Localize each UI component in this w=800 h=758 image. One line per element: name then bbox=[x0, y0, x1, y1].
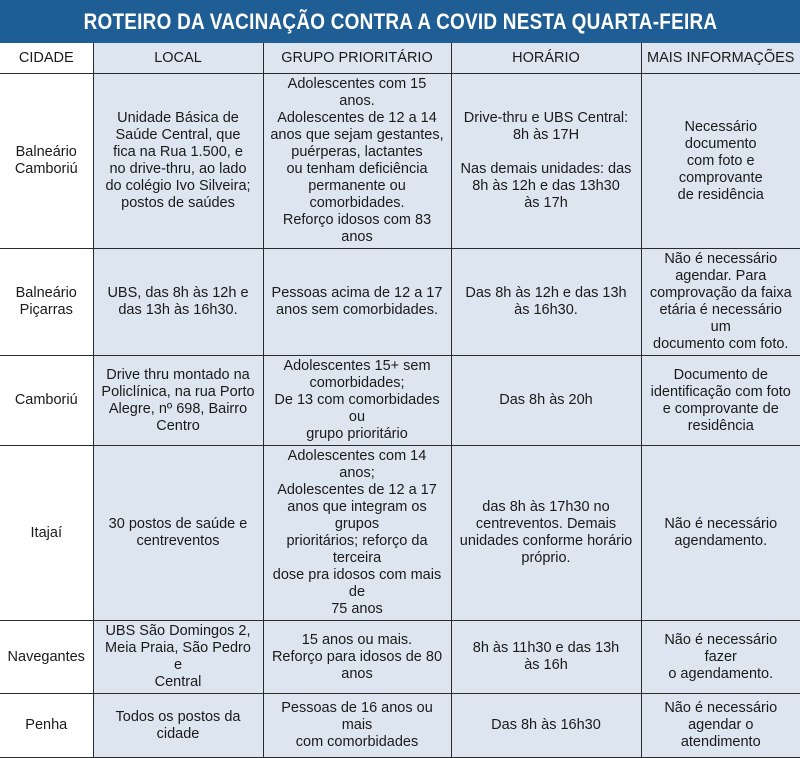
cell-horario: Das 8h às 16h30 bbox=[451, 694, 641, 758]
cell-cidade: Balneário Camboriú bbox=[0, 74, 93, 249]
cell-info: Não é necessário agendar o atendimento bbox=[641, 694, 800, 758]
cell-info: Não é necessário fazer o agendamento. bbox=[641, 621, 800, 694]
table-row bbox=[0, 74, 800, 249]
cell-grupo: Pessoas de 16 anos ou mais com comorbidades bbox=[263, 694, 451, 758]
cell-horario: Das 8h às 12h e das 13h às 16h30. bbox=[451, 249, 641, 356]
cell-local: UBS São Domingos 2, Meia Praia, São Pedro e Central bbox=[93, 621, 263, 694]
cell-cidade: Balneário Piçarras bbox=[0, 249, 93, 356]
cell-grupo: Adolescentes com 15 anos. Adolescentes de 12 a 14 anos que sejam gestantes, puérperas, lactantes ou tenham deficiência permanente ou comorbidades. Reforço idosos com 83 anos bbox=[263, 74, 451, 249]
header-grupo-prioritario: GRUPO PRIORITÁRIO bbox=[263, 43, 451, 74]
cell-horario: Drive-thru e UBS Central: 8h às 17H Nas demais unidades: das 8h às 12h e das 13h30 às 17h bbox=[451, 74, 641, 249]
table-row bbox=[0, 621, 800, 694]
header-mais-informacoes: MAIS INFORMAÇÕES bbox=[641, 43, 800, 74]
cell-grupo: Pessoas acima de 12 a 17 anos sem comorbidades. bbox=[263, 249, 451, 356]
vaccination-schedule-table bbox=[0, 43, 800, 758]
cell-local: UBS, das 8h às 12h e das 13h às 16h30. bbox=[93, 249, 263, 356]
title-banner bbox=[0, 0, 800, 43]
cell-info: Não é necessário agendamento. bbox=[641, 446, 800, 621]
cell-cidade: Camboriú bbox=[0, 356, 93, 446]
cell-horario: Das 8h às 20h bbox=[451, 356, 641, 446]
page-title: ROTEIRO DA VACINAÇÃO CONTRA A COVID NESTA QUARTA-FEIRA bbox=[83, 9, 717, 34]
table-row bbox=[0, 356, 800, 446]
table-row bbox=[0, 249, 800, 356]
cell-grupo: Adolescentes com 14 anos; Adolescentes de 12 a 17 anos que integram os grupos prioritários; reforço da terceira dose pra idosos com mais de 75 anos bbox=[263, 446, 451, 621]
cell-horario: 8h às 11h30 e das 13h às 16h bbox=[451, 621, 641, 694]
table-row bbox=[0, 694, 800, 758]
cell-cidade: Itajaí bbox=[0, 446, 93, 621]
cell-cidade: Navegantes bbox=[0, 621, 93, 694]
cell-grupo: 15 anos ou mais. Reforço para idosos de 80 anos bbox=[263, 621, 451, 694]
cell-info: Documento de identificação com foto e comprovante de residência bbox=[641, 356, 800, 446]
cell-local: Unidade Básica de Saúde Central, que fica na Rua 1.500, e no drive-thru, ao lado do colégio Ivo Silveira; postos de saúdes bbox=[93, 74, 263, 249]
cell-grupo: Adolescentes 15+ sem comorbidades; De 13 com comorbidades ou grupo prioritário bbox=[263, 356, 451, 446]
header-local: LOCAL bbox=[93, 43, 263, 74]
cell-horario: das 8h às 17h30 no centreventos. Demais unidades conforme horário próprio. bbox=[451, 446, 641, 621]
cell-local: 30 postos de saúde e centreventos bbox=[93, 446, 263, 621]
cell-cidade: Penha bbox=[0, 694, 93, 758]
cell-local: Drive thru montado na Policlínica, na rua Porto Alegre, nº 698, Bairro Centro bbox=[93, 356, 263, 446]
header-horario: HORÁRIO bbox=[451, 43, 641, 74]
cell-info: Necessário documento com foto e comprovante de residência bbox=[641, 74, 800, 249]
table-row bbox=[0, 446, 800, 621]
cell-info: Não é necessário agendar. Para comprovação da faixa etária é necessário um documento com foto. bbox=[641, 249, 800, 356]
table-header-row bbox=[0, 43, 800, 74]
header-cidade: CIDADE bbox=[0, 43, 93, 74]
cell-local: Todos os postos da cidade bbox=[93, 694, 263, 758]
